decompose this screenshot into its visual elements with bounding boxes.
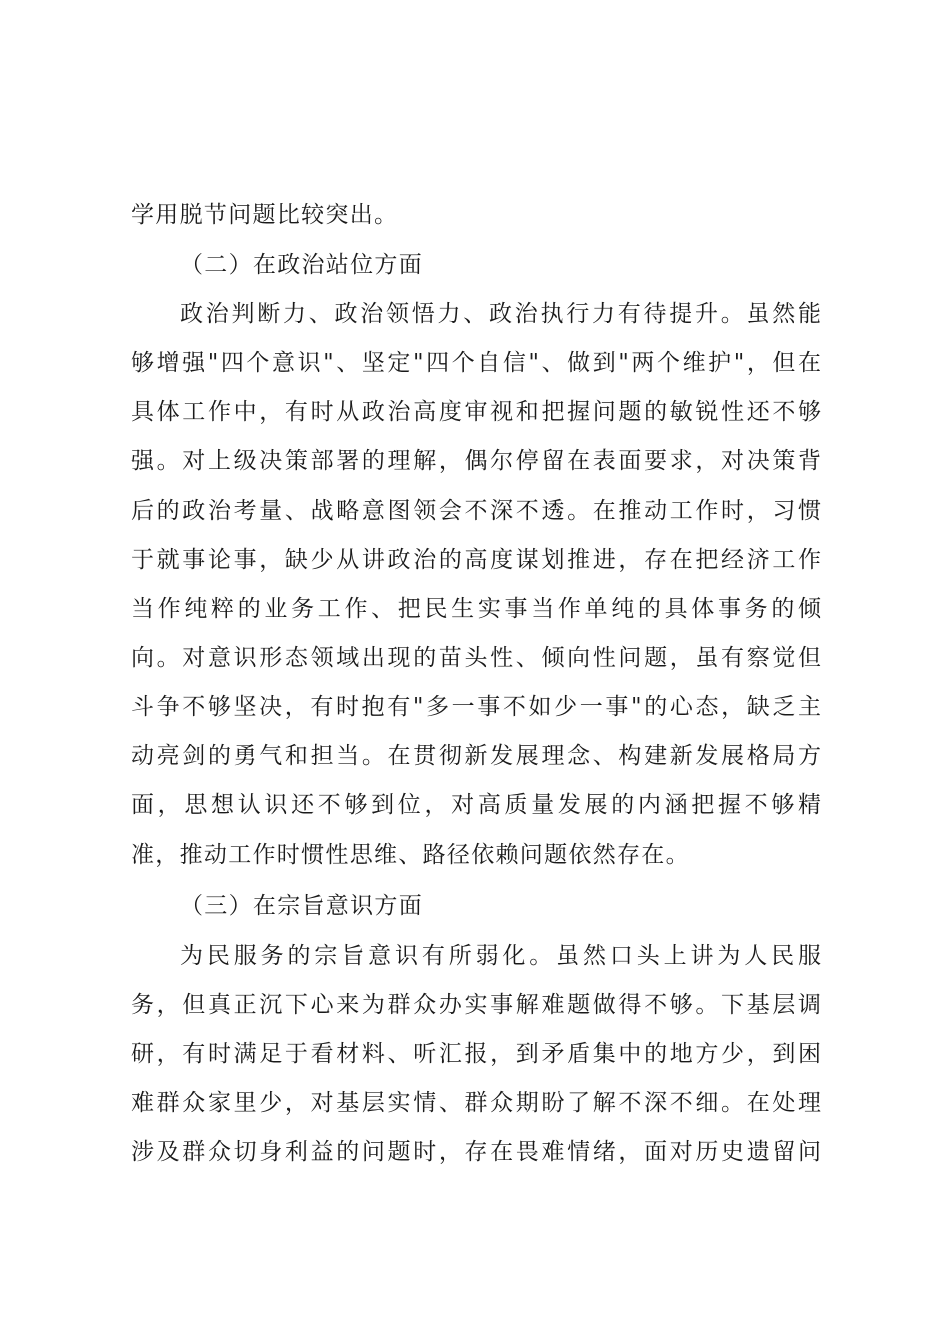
body-text-line: 向。对意识形态领域出现的苗头性、倾向性问题，虽有察觉但 <box>131 645 821 671</box>
body-text-line: 动亮剑的勇气和担当。在贯彻新发展理念、构建新发展格局方 <box>131 743 821 769</box>
body-text-line: 后的政治考量、战略意图领会不深不透。在推动工作时，习惯 <box>131 498 821 524</box>
section-heading-purpose-awareness: （三）在宗旨意识方面 <box>180 893 423 919</box>
body-text-line: 务，但真正沉下心来为群众办实事解难题做得不够。下基层调 <box>131 992 821 1018</box>
paragraph-first-line: 政治判断力、政治领悟力、政治执行力有待提升。虽然能 <box>180 301 821 327</box>
body-text-line: 具体工作中，有时从政治高度审视和把握问题的敏锐性还不够 <box>131 399 821 425</box>
body-text-line: 当作纯粹的业务工作、把民生实事当作单纯的具体事务的倾 <box>131 596 821 622</box>
body-text-line: 涉及群众切身利益的问题时，存在畏难情绪，面对历史遗留问 <box>131 1139 821 1165</box>
body-text-line: 学用脱节问题比较突出。 <box>131 202 399 228</box>
body-text-line: 于就事论事，缺少从讲政治的高度谋划推进，存在把经济工作 <box>131 547 821 573</box>
body-text-line: 难群众家里少，对基层实情、群众期盼了解不深不细。在处理 <box>131 1090 821 1116</box>
body-text-line: 强。对上级决策部署的理解，偶尔停留在表面要求，对决策背 <box>131 448 821 474</box>
body-text-line: 够增强"四个意识"、坚定"四个自信"、做到"两个维护"，但在 <box>131 350 821 376</box>
body-text-line: 斗争不够坚决，有时抱有"多一事不如少一事"的心态，缺乏主 <box>131 694 821 720</box>
body-text-line: 面，思想认识还不够到位，对高质量发展的内涵把握不够精 <box>131 792 821 818</box>
body-text-line: 准，推动工作时惯性思维、路径依赖问题依然存在。 <box>131 842 690 868</box>
section-heading-political-stance: （二）在政治站位方面 <box>180 252 423 278</box>
body-text-line: 研，有时满足于看材料、听汇报，到矛盾集中的地方少，到困 <box>131 1041 821 1067</box>
paragraph-first-line: 为民服务的宗旨意识有所弱化。虽然口头上讲为人民服 <box>180 943 821 969</box>
